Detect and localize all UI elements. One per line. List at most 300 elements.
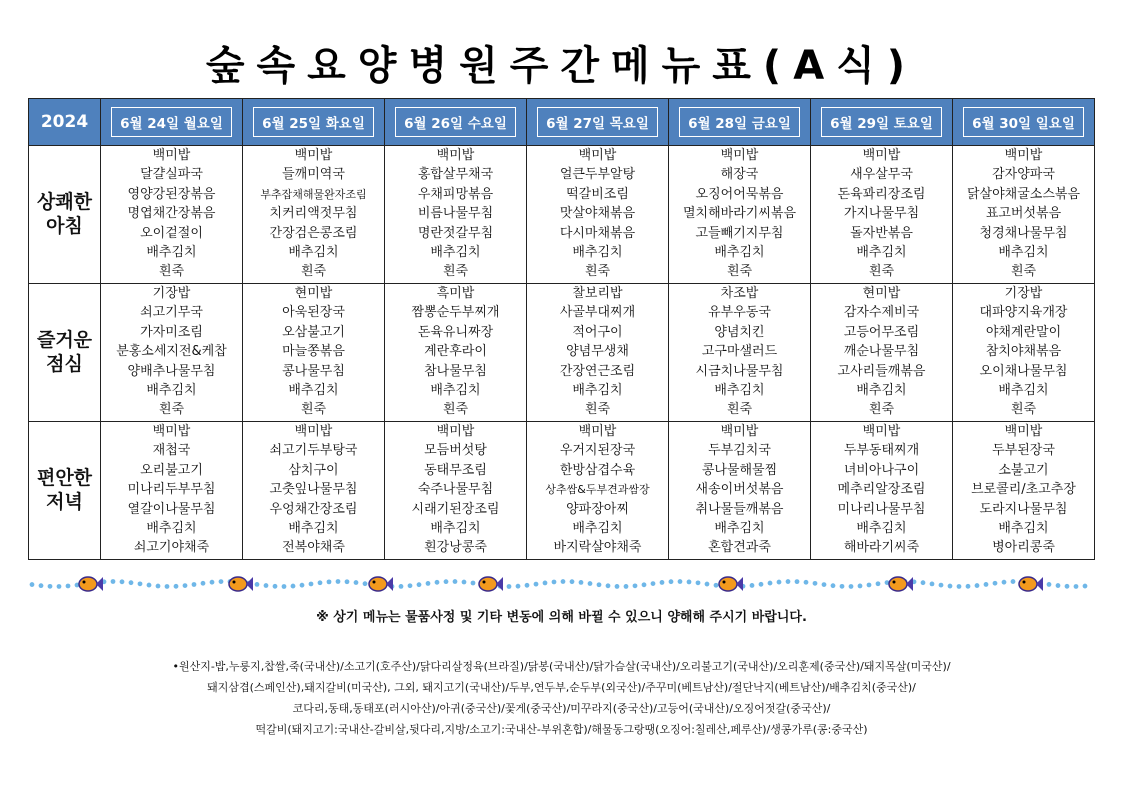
menu-item: 시금치나물무침 bbox=[695, 363, 784, 379]
menu-item: 배추김치 bbox=[998, 245, 1049, 261]
menu-cell bbox=[243, 284, 385, 422]
menu-item: 바지락살야채죽 bbox=[553, 540, 642, 556]
bubble-dot bbox=[336, 579, 341, 584]
fish-icon bbox=[229, 577, 253, 591]
day-label: 6월 24일 월요일 bbox=[111, 107, 232, 137]
bubble-dot bbox=[858, 584, 863, 589]
bubble-dot bbox=[930, 581, 935, 586]
menu-item: 모듬버섯탕 bbox=[424, 443, 487, 459]
bubble-dot bbox=[507, 584, 512, 589]
menu-cell bbox=[385, 284, 527, 422]
menu-item: 취나물들깨볶음 bbox=[695, 501, 784, 517]
bubble-dot bbox=[795, 579, 800, 584]
menu-item: 명란젓갈무침 bbox=[417, 225, 494, 241]
bubble-dot bbox=[966, 584, 971, 589]
menu-item: 메추리알장조림 bbox=[837, 482, 926, 498]
day-label: 6월 28일 금요일 bbox=[679, 107, 800, 137]
fish-icon bbox=[369, 577, 393, 591]
bubble-dot bbox=[1074, 584, 1079, 589]
bubble-dot bbox=[840, 584, 845, 589]
bubble-dot bbox=[453, 579, 458, 584]
bubble-dot bbox=[777, 580, 782, 585]
menu-item: 백미밥 bbox=[578, 424, 617, 439]
menu-cell bbox=[811, 284, 953, 422]
menu-cell bbox=[101, 284, 243, 422]
bubble-dot bbox=[309, 582, 314, 587]
bubble-dot bbox=[156, 584, 161, 589]
menu-item: 쇠고기무국 bbox=[140, 305, 203, 321]
bubble-dot bbox=[957, 584, 962, 589]
menu-item: 얼큰두부알탕 bbox=[559, 167, 636, 183]
menu-item: 배추김치 bbox=[714, 383, 765, 399]
menu-item: 흰죽 bbox=[300, 402, 327, 418]
bubble-dot bbox=[543, 581, 548, 586]
bubble-dot bbox=[705, 582, 710, 587]
menu-item: 흰죽 bbox=[300, 264, 327, 280]
menu-item: 돌자반볶음 bbox=[850, 225, 913, 241]
menu-cell bbox=[101, 422, 243, 560]
meal-label bbox=[29, 284, 101, 422]
menu-item: 흰죽 bbox=[1010, 402, 1037, 418]
bubble-dot bbox=[291, 584, 296, 589]
bubble-dot bbox=[48, 584, 53, 589]
menu-cell bbox=[669, 284, 811, 422]
menu-item: 오징어어묵볶음 bbox=[695, 186, 784, 202]
menu-item: 배추김치 bbox=[998, 383, 1049, 399]
menu-item: 명엽채간장볶음 bbox=[127, 206, 216, 222]
menu-item: 백미밥 bbox=[436, 148, 475, 163]
menu-item: 우거지된장국 bbox=[559, 443, 636, 459]
menu-cell bbox=[669, 422, 811, 560]
menu-item: 해바라기씨죽 bbox=[843, 540, 920, 556]
menu-item: 미나리나물무침 bbox=[837, 501, 926, 517]
bubble-dot bbox=[210, 580, 215, 585]
bubble-dot bbox=[642, 582, 647, 587]
menu-item: 사골부대찌개 bbox=[559, 305, 636, 321]
bubble-dot bbox=[606, 583, 611, 588]
menu-item: 새우살무국 bbox=[850, 167, 913, 183]
menu-item: 두부동태찌개 bbox=[843, 443, 920, 459]
day-header bbox=[385, 99, 527, 146]
year-header: 2024 bbox=[29, 99, 101, 146]
menu-item: 백미밥 bbox=[152, 148, 191, 163]
menu-item: 흰강낭콩죽 bbox=[424, 540, 487, 556]
menu-item: 흰죽 bbox=[442, 264, 469, 280]
bubble-dot bbox=[174, 584, 179, 589]
bubble-dot bbox=[300, 583, 305, 588]
meal-label-text: 저녁 bbox=[46, 490, 83, 513]
menu-item: 쇠고기두부탕국 bbox=[269, 443, 358, 459]
fish-icon bbox=[79, 577, 103, 591]
menu-item: 백미밥 bbox=[1004, 424, 1043, 439]
menu-item: 흰죽 bbox=[442, 402, 469, 418]
menu-item: 배추김치 bbox=[146, 521, 197, 537]
bubble-dot bbox=[435, 580, 440, 585]
menu-item: 흰죽 bbox=[868, 264, 895, 280]
bubble-dot bbox=[408, 583, 413, 588]
menu-item: 백미밥 bbox=[294, 424, 333, 439]
menu-item: 녀비아나구이 bbox=[843, 462, 920, 478]
meal-label-text: 즐거운 bbox=[36, 328, 93, 351]
menu-item: 현미밥 bbox=[294, 286, 333, 301]
meal-row bbox=[29, 284, 1095, 422]
day-header bbox=[669, 99, 811, 146]
day-header bbox=[101, 99, 243, 146]
menu-item: 홍합살무채국 bbox=[417, 167, 494, 183]
menu-item: 삼치구이 bbox=[288, 462, 339, 478]
bubble-dot bbox=[120, 579, 125, 584]
menu-item: 배추김치 bbox=[146, 383, 197, 399]
bubble-dot bbox=[201, 581, 206, 586]
bubble-dot bbox=[570, 579, 575, 584]
menu-item: 전복야채죽 bbox=[282, 540, 345, 556]
bubble-dot bbox=[831, 583, 836, 588]
menu-item: 새송이버섯볶음 bbox=[695, 482, 784, 498]
day-label: 6월 25일 화요일 bbox=[253, 107, 374, 137]
menu-item: 배추김치 bbox=[572, 521, 623, 537]
menu-item: 짬뽕순두부찌개 bbox=[411, 305, 500, 321]
fish-icon bbox=[1019, 577, 1043, 591]
menu-item: 두부김치국 bbox=[708, 443, 771, 459]
bubble-dot bbox=[444, 579, 449, 584]
menu-item: 오삼불고기 bbox=[282, 324, 345, 340]
menu-item: 가지나물무침 bbox=[843, 206, 920, 222]
bubble-dot bbox=[219, 579, 224, 584]
menu-item: 해장국 bbox=[720, 167, 759, 183]
bubble-dot bbox=[768, 581, 773, 586]
menu-item: 배추김치 bbox=[572, 245, 623, 261]
bubble-dot bbox=[345, 579, 350, 584]
menu-item: 참나물무침 bbox=[424, 363, 487, 379]
fish-icon bbox=[479, 577, 503, 591]
menu-item: 맛살야채볶음 bbox=[559, 206, 636, 222]
bubble-dot bbox=[579, 580, 584, 585]
fish-icon bbox=[719, 577, 743, 591]
menu-item: 오이채나물무침 bbox=[979, 363, 1068, 379]
menu-cell bbox=[669, 146, 811, 284]
bubble-dot bbox=[1002, 580, 1007, 585]
bubble-dot bbox=[471, 581, 476, 586]
meal-label bbox=[29, 422, 101, 560]
bubble-dot bbox=[750, 583, 755, 588]
menu-item: 상추쌈&두부견과쌈장 bbox=[545, 483, 650, 497]
menu-item: 백미밥 bbox=[862, 148, 901, 163]
menu-item: 간장검은콩조림 bbox=[269, 225, 358, 241]
bubble-dot bbox=[939, 583, 944, 588]
menu-item: 흰죽 bbox=[584, 402, 611, 418]
menu-cell bbox=[953, 422, 1095, 560]
menu-item: 찰보리밥 bbox=[572, 286, 623, 301]
bubble-dot bbox=[111, 579, 116, 584]
menu-item: 배추김치 bbox=[430, 521, 481, 537]
fish-icon bbox=[889, 577, 913, 591]
menu-item: 백미밥 bbox=[294, 148, 333, 163]
bubble-dot bbox=[804, 580, 809, 585]
bubble-dot bbox=[255, 582, 260, 587]
menu-item: 오이겉절이 bbox=[140, 225, 203, 241]
menu-item: 콩나물무침 bbox=[282, 363, 345, 379]
bubble-dot bbox=[561, 579, 566, 584]
bubble-dot bbox=[1065, 584, 1070, 589]
menu-item: 배추김치 bbox=[288, 521, 339, 537]
bubble-dot bbox=[1011, 579, 1016, 584]
menu-item: 간장연근조림 bbox=[559, 363, 636, 379]
day-header bbox=[243, 99, 385, 146]
menu-item: 재첩국 bbox=[152, 443, 191, 459]
origin-line: 돼지삼겹(스페인산),돼지갈비(미국산), 그외, 돼지고기(국내산)/두부,연두부,순두부(외국산)/주꾸미(베트남산)/절단낙지(베트남산)/배추김치(중국산)/ bbox=[207, 681, 916, 694]
bubble-dot bbox=[318, 580, 323, 585]
menu-item: 배추김치 bbox=[856, 245, 907, 261]
menu-item: 부추잡채해물완자조림 bbox=[260, 187, 367, 201]
menu-item: 고사리들깨볶음 bbox=[837, 363, 926, 379]
menu-item: 멸치해바라기씨볶음 bbox=[682, 206, 797, 222]
meal-label-text: 아침 bbox=[46, 214, 83, 237]
menu-item: 흰죽 bbox=[158, 264, 185, 280]
menu-item: 양배추나물무침 bbox=[127, 363, 216, 379]
bubble-dot bbox=[597, 582, 602, 587]
menu-item: 배추김치 bbox=[856, 383, 907, 399]
menu-cell bbox=[527, 284, 669, 422]
bubble-dot bbox=[714, 583, 719, 588]
menu-item: 쇠고기야채죽 bbox=[133, 540, 210, 556]
bubble-dot bbox=[849, 584, 854, 589]
bubble-dot bbox=[948, 584, 953, 589]
bubble-dot bbox=[696, 580, 701, 585]
menu-item: 돈육유니짜장 bbox=[417, 324, 494, 340]
menu-item: 병아리콩죽 bbox=[992, 540, 1055, 556]
bubble-dot bbox=[39, 583, 44, 588]
bubble-dot bbox=[462, 580, 467, 585]
menu-item: 배추김치 bbox=[714, 245, 765, 261]
menu-item: 청경채나물무침 bbox=[979, 225, 1068, 241]
menu-item: 우엉채간장조림 bbox=[269, 501, 358, 517]
menu-item: 고춧잎나물무침 bbox=[269, 482, 358, 498]
menu-item: 배추김치 bbox=[998, 521, 1049, 537]
menu-cell bbox=[101, 146, 243, 284]
bubble-dot bbox=[147, 583, 152, 588]
menu-item: 오리불고기 bbox=[140, 462, 203, 478]
bubble-dot bbox=[354, 580, 359, 585]
menu-item: 시래기된장조림 bbox=[411, 501, 500, 517]
menu-item: 배추김치 bbox=[430, 383, 481, 399]
menu-item: 흰죽 bbox=[726, 264, 753, 280]
menu-item: 배추김치 bbox=[146, 245, 197, 261]
menu-cell bbox=[953, 146, 1095, 284]
menu-item: 배추김치 bbox=[856, 521, 907, 537]
menu-item: 돈육꽈리장조림 bbox=[837, 186, 926, 202]
menu-item: 백미밥 bbox=[578, 148, 617, 163]
bubble-dot bbox=[615, 584, 620, 589]
bubble-dot bbox=[57, 584, 62, 589]
menu-cell bbox=[385, 146, 527, 284]
bubble-dot bbox=[993, 581, 998, 586]
bubble-dot bbox=[660, 580, 665, 585]
menu-item: 두부된장국 bbox=[992, 443, 1055, 459]
menu-item: 아욱된장국 bbox=[282, 305, 345, 321]
menu-item: 숙주나물무침 bbox=[417, 482, 494, 498]
menu-item: 분홍소세지전&케찹 bbox=[116, 344, 227, 360]
bubble-dot bbox=[138, 581, 143, 586]
meal-row bbox=[29, 146, 1095, 284]
bubble-dot bbox=[264, 583, 269, 588]
menu-item: 차조밥 bbox=[720, 286, 759, 301]
menu-item: 우채피망볶음 bbox=[417, 186, 494, 202]
menu-item: 배추김치 bbox=[430, 245, 481, 261]
bubble-dot bbox=[516, 584, 521, 589]
menu-item: 다시마채볶음 bbox=[559, 225, 636, 241]
menu-item: 감자수제비국 bbox=[843, 305, 920, 321]
bubble-dot bbox=[633, 583, 638, 588]
menu-item: 적어구이 bbox=[572, 324, 623, 340]
bubble-dot bbox=[426, 581, 431, 586]
menu-item: 감자양파국 bbox=[992, 167, 1055, 183]
day-label: 6월 27일 목요일 bbox=[537, 107, 658, 137]
menu-item: 고구마샐러드 bbox=[701, 344, 778, 360]
bubble-dot bbox=[273, 584, 278, 589]
menu-cell bbox=[527, 146, 669, 284]
bubble-dot bbox=[651, 581, 656, 586]
bubble-dot bbox=[534, 582, 539, 587]
menu-item: 배추김치 bbox=[288, 245, 339, 261]
bubble-dot bbox=[192, 582, 197, 587]
menu-item: 배추김치 bbox=[288, 383, 339, 399]
menu-item: 계란후라이 bbox=[424, 344, 487, 360]
day-header bbox=[953, 99, 1095, 146]
bubble-dot bbox=[129, 580, 134, 585]
bubble-dot bbox=[363, 581, 368, 586]
menu-item: 흰죽 bbox=[1010, 264, 1037, 280]
menu-item: 고등어무조림 bbox=[843, 324, 920, 340]
bubble-dot bbox=[975, 583, 980, 588]
menu-item: 한방삼겹수육 bbox=[559, 462, 636, 478]
menu-item: 콩나물해물찜 bbox=[701, 462, 778, 478]
origin-line: 떡갈비(돼지고기:국내산-갈비살,뒷다리,지방/소고기:국내산-부위혼합)/해물동그랑땡(오징어:칠레산,페루산)/생콩가루(콩:중국산) bbox=[255, 723, 868, 736]
menu-item: 기장밥 bbox=[152, 286, 191, 301]
meal-label-text: 편안한 bbox=[36, 466, 93, 489]
menu-item: 마늘쫑볶음 bbox=[282, 344, 345, 360]
bubble-dot bbox=[984, 582, 989, 587]
day-label: 6월 30일 일요일 bbox=[963, 107, 1084, 137]
day-label: 6월 29일 토요일 bbox=[821, 107, 942, 137]
menu-item: 비름나물무침 bbox=[417, 206, 494, 222]
menu-item: 대파양지육개장 bbox=[979, 305, 1068, 321]
bubble-dot bbox=[282, 584, 287, 589]
menu-item: 표고버섯볶음 bbox=[985, 206, 1062, 222]
bubble-dot bbox=[1083, 584, 1088, 589]
menu-item: 기장밥 bbox=[1004, 286, 1043, 301]
day-header bbox=[811, 99, 953, 146]
meal-label-text: 점심 bbox=[46, 352, 83, 375]
bubble-dot bbox=[921, 580, 926, 585]
menu-item: 백미밥 bbox=[152, 424, 191, 439]
menu-item: 혼합견과죽 bbox=[708, 540, 771, 556]
menu-item: 참치야채볶음 bbox=[985, 344, 1062, 360]
bubble-dot bbox=[813, 581, 818, 586]
menu-item: 동태무조림 bbox=[424, 462, 487, 478]
day-header bbox=[527, 99, 669, 146]
menu-item: 현미밥 bbox=[862, 286, 901, 301]
bubble-dot bbox=[876, 581, 881, 586]
menu-item: 야채계란말이 bbox=[985, 324, 1062, 340]
bubble-dot bbox=[66, 584, 71, 589]
menu-item: 미나리두부무침 bbox=[127, 482, 216, 498]
menu-item: 양념치킨 bbox=[714, 324, 765, 340]
menu-item: 열갈이나물무침 bbox=[127, 501, 216, 517]
menu-item: 백미밥 bbox=[862, 424, 901, 439]
menu-item: 떡갈비조림 bbox=[566, 186, 629, 202]
bubble-dot bbox=[588, 581, 593, 586]
menu-cell bbox=[953, 284, 1095, 422]
bubble-dot bbox=[669, 579, 674, 584]
weekly-menu-table bbox=[28, 98, 1095, 560]
menu-item: 치커리액젓무침 bbox=[269, 206, 358, 222]
bubble-dot bbox=[759, 582, 764, 587]
meal-row bbox=[29, 422, 1095, 560]
bubble-dot bbox=[183, 583, 188, 588]
menu-cell bbox=[527, 422, 669, 560]
menu-item: 가자미조림 bbox=[140, 324, 203, 340]
menu-item: 도라지나물무침 bbox=[979, 501, 1068, 517]
menu-item: 백미밥 bbox=[1004, 148, 1043, 163]
page-title: 숲속요양병원주간메뉴표(A식) bbox=[205, 43, 918, 89]
bubble-dot bbox=[678, 579, 683, 584]
bubble-dot bbox=[30, 582, 35, 587]
decorative-border bbox=[28, 572, 1094, 596]
menu-item: 깨순나물무침 bbox=[843, 344, 920, 360]
day-label: 6월 26일 수요일 bbox=[395, 107, 516, 137]
menu-item: 백미밥 bbox=[720, 424, 759, 439]
menu-item: 닭살야채굴소스볶음 bbox=[966, 186, 1081, 202]
bubble-dot bbox=[399, 584, 404, 589]
menu-item: 브로콜리/초고추장 bbox=[971, 482, 1076, 498]
menu-cell bbox=[811, 422, 953, 560]
bubble-dot bbox=[1056, 583, 1061, 588]
origin-info bbox=[40, 656, 1083, 740]
menu-item: 백미밥 bbox=[436, 424, 475, 439]
menu-item: 흰죽 bbox=[584, 264, 611, 280]
menu-cell bbox=[385, 422, 527, 560]
menu-item: 들깨미역국 bbox=[282, 167, 345, 183]
meal-label bbox=[29, 146, 101, 284]
bubble-dot bbox=[687, 580, 692, 585]
menu-item: 양파장아찌 bbox=[566, 501, 629, 517]
meal-label-text: 상쾌한 bbox=[36, 190, 93, 213]
menu-item: 백미밥 bbox=[720, 148, 759, 163]
notice-text: ※ 상기 메뉴는 물품사정 및 기타 변동에 의해 바뀔 수 있으니 양해해 주시기 바랍니다. bbox=[316, 610, 807, 625]
menu-item: 달걀실파국 bbox=[140, 167, 203, 183]
bubble-dot bbox=[327, 579, 332, 584]
menu-item: 유부우동국 bbox=[708, 305, 771, 321]
menu-item: 고들빼기지무침 bbox=[695, 225, 784, 241]
menu-item: 영양강된장볶음 bbox=[127, 186, 216, 202]
menu-item: 양념무생채 bbox=[566, 344, 629, 360]
bubble-dot bbox=[417, 582, 422, 587]
bubble-dot bbox=[1047, 582, 1052, 587]
menu-cell bbox=[243, 422, 385, 560]
menu-item: 흑미밥 bbox=[436, 286, 475, 301]
bubble-dot bbox=[867, 583, 872, 588]
bubble-dot bbox=[552, 580, 557, 585]
bubble-dot bbox=[624, 584, 629, 589]
menu-item: 배추김치 bbox=[572, 383, 623, 399]
menu-item: 배추김치 bbox=[714, 521, 765, 537]
menu-cell bbox=[811, 146, 953, 284]
menu-item: 흰죽 bbox=[158, 402, 185, 418]
bubble-dot bbox=[786, 579, 791, 584]
menu-item: 흰죽 bbox=[868, 402, 895, 418]
bubble-dot bbox=[525, 583, 530, 588]
menu-cell bbox=[243, 146, 385, 284]
